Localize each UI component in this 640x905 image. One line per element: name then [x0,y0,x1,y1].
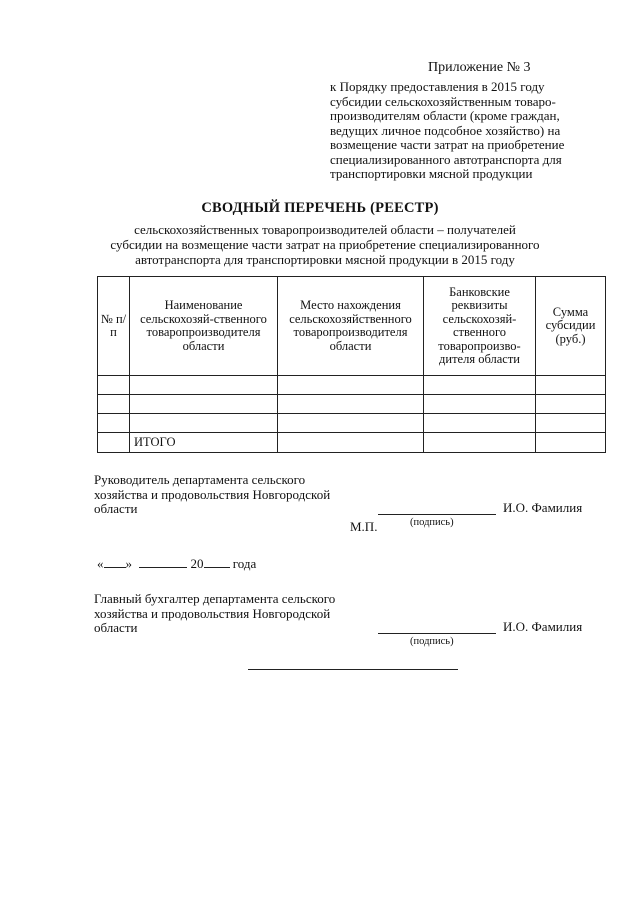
total-amount-cell[interactable] [536,433,606,453]
table-row [98,395,606,414]
appendix-line: субсидии сельскохозяйственным товаро- [330,93,556,109]
column-header-subsidy-amount: Сумма субсидии (руб.) [536,277,606,376]
subtitle-line: субсидии на возмещение части затрат на приобретение специализированного [110,237,540,252]
signature-1-line: области [94,501,138,516]
stamp-label: М.П. [350,519,378,534]
signature-2-line: Главный бухгалтер департамента сельского [94,591,336,606]
document-subtitle [60,222,590,267]
signature-1-caption: (подпись) [410,517,454,528]
appendix-title: Приложение № 3 [428,60,531,75]
table-cell [98,433,130,453]
table-cell[interactable] [278,376,424,395]
table-cell[interactable] [536,414,606,433]
table-cell[interactable] [98,414,130,433]
table-cell[interactable] [130,376,278,395]
signature-2-caption: (подпись) [410,636,454,647]
total-label: ИТОГО [130,433,278,453]
table-cell[interactable] [536,395,606,414]
signature-2-field[interactable] [378,633,496,634]
table-row [98,376,606,395]
signature-2-line: хозяйства и продовольствия Новгородской [94,605,331,621]
subtitle-line: сельскохозяйственных товаропроизводителей области – получателей [134,222,516,237]
table-cell[interactable] [536,376,606,395]
signature-1-line: хозяйства и продовольствия Новгородской [94,486,331,502]
signature-1-line: Руководитель департамента сельского [94,472,306,487]
year-field[interactable] [204,555,230,568]
table-cell[interactable] [130,414,278,433]
appendix-reference [330,80,605,182]
appendix-line: производителям области (кроме граждан, [330,108,560,123]
appendix-line: возмещение части затрат на приобретение [330,137,565,152]
date-close-quote: » [125,556,132,571]
appendix-line: транспортировки мясной продукции [330,166,533,181]
table-cell[interactable] [424,414,536,433]
table-cell[interactable] [130,395,278,414]
table-total-row [98,433,606,453]
day-field[interactable] [104,555,126,568]
appendix-line: ведущих личное подсобное хозяйство) на [330,122,561,138]
signature-2-line: области [94,620,138,635]
table-cell[interactable] [98,376,130,395]
column-header-location: Место нахождения сельскохозяйственного товаропроизводителя области [278,277,424,376]
appendix-line: к Порядку предоставления в 2015 году [330,79,545,94]
date-suffix: года [232,556,257,571]
document-title: СВОДНЫЙ ПЕРЕЧЕНЬ (РЕЕСТР) [201,200,439,216]
signature-2-position [94,592,394,636]
table-row [98,414,606,433]
table-cell[interactable] [424,395,536,414]
subtitle-line: автотранспорта для транспортировки мясной продукции в 2015 году [135,252,515,267]
signature-1-name: И.О. Фамилия [503,500,583,515]
table-cell[interactable] [424,376,536,395]
table-header-row [98,277,606,376]
month-field[interactable] [139,555,187,568]
signature-1-field[interactable] [378,514,496,515]
date-line [97,555,256,572]
table-cell[interactable] [98,395,130,414]
year-prefix: 20 [190,556,204,571]
column-header-producer-name: Наименование сельскохозяй-ственного товаропроизводителя области [130,277,278,376]
table-cell[interactable] [278,414,424,433]
table-cell [278,433,424,453]
date-open-quote: « [97,556,104,571]
table-cell [424,433,536,453]
column-header-bank-details: Банковские реквизиты сельскохозяй-ственного товаропроизво-дителя области [424,277,536,376]
closing-divider [248,669,458,670]
column-header-number: № п/п [98,277,130,376]
appendix-line: специализированного автотранспорта для [330,151,562,167]
registry-table [97,276,606,453]
signature-1-position [94,473,394,517]
signature-2-name: И.О. Фамилия [503,619,583,634]
table-cell[interactable] [278,395,424,414]
